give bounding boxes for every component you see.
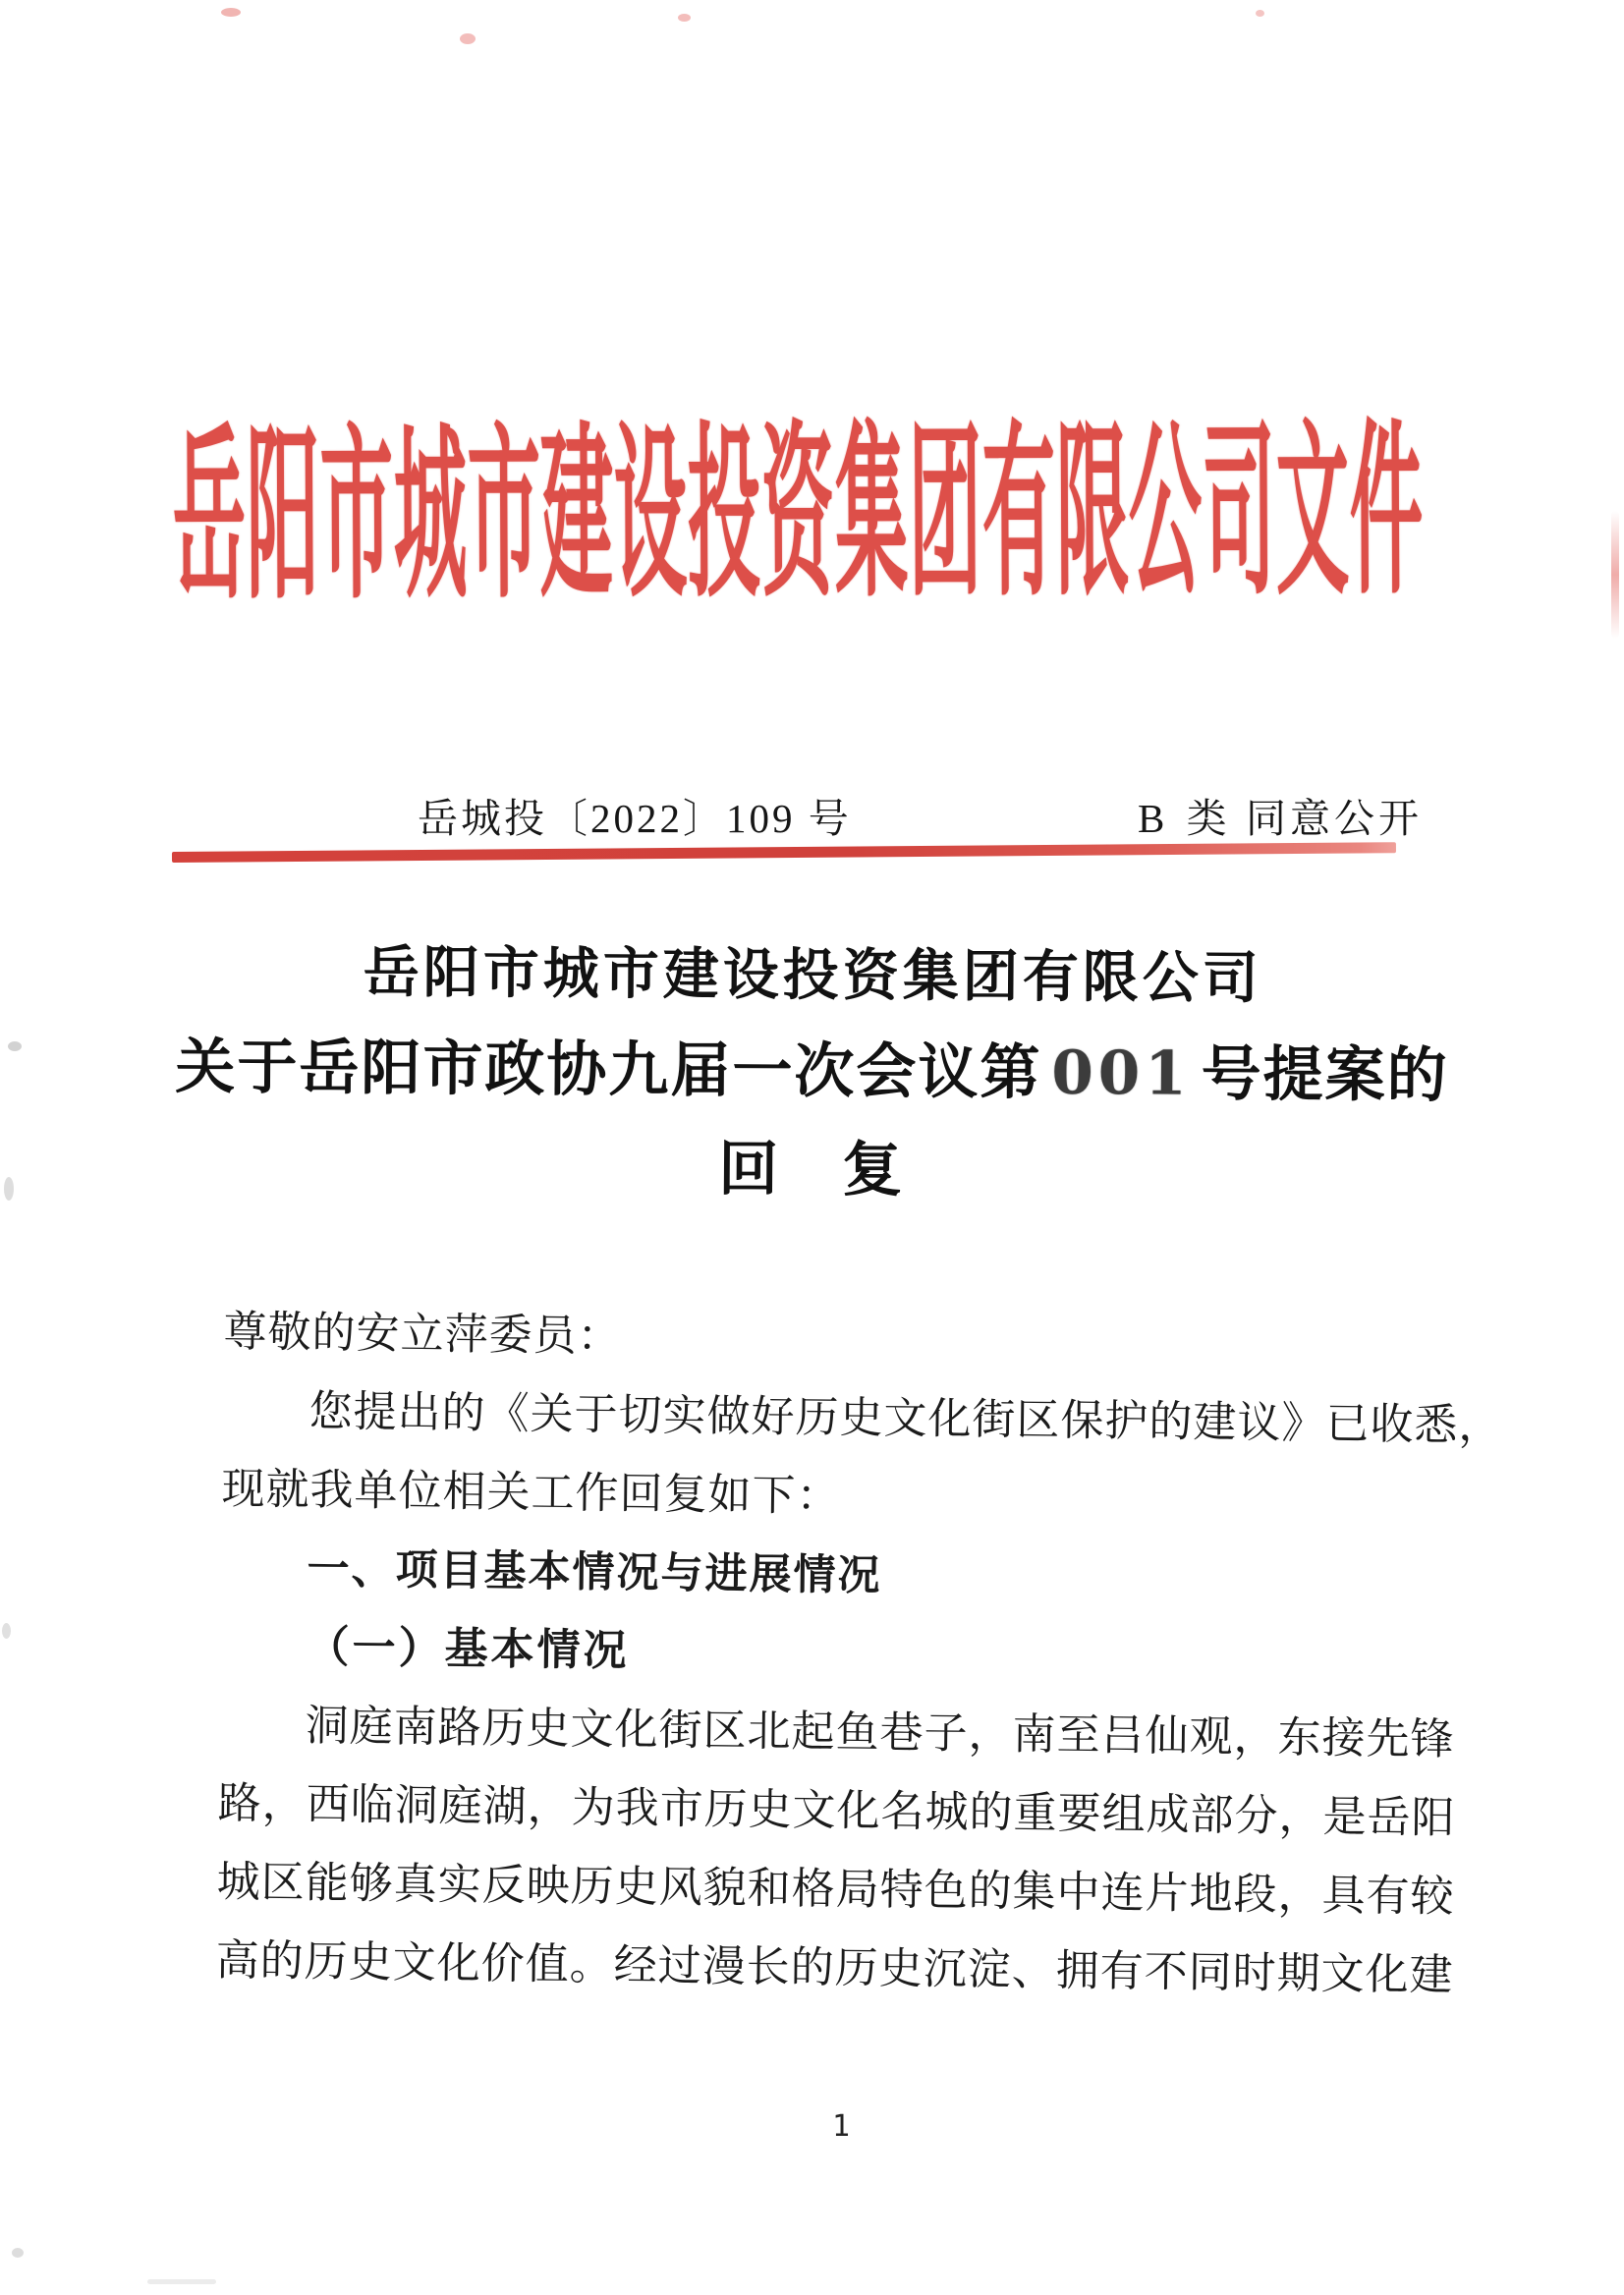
body-line: 洞庭南路历史文化街区北起鱼巷子，南至吕仙观，东接先锋 (305, 1702, 1455, 1764)
body-line: 高的历史文化价值。经过漫长的历史沉淀、拥有不同时期文化建 (215, 1935, 1454, 2000)
body-line: 路，西临洞庭湖，为我市历史文化名城的重要组成部分，是岳阳 (217, 1778, 1456, 1843)
red-separator-line (172, 842, 1396, 863)
proposal-number: 001 (1051, 1037, 1192, 1109)
body-line: 您提出的《关于切实做好历史文化街区保护的建议》已收悉， (308, 1387, 1503, 1450)
doc-meta-row (0, 792, 1624, 845)
letterhead-char: 资 (760, 415, 835, 622)
section-heading-1: 一、项目基本情况与进展情况 (307, 1545, 882, 1600)
letterhead-char: 司 (1202, 413, 1276, 620)
letterhead-char: 文 (1275, 413, 1350, 619)
title-line-1: 岳阳市城市建设投资集团有限公司 (363, 941, 1262, 1011)
scan-speck (2, 1623, 11, 1639)
letterhead-char: 件 (1349, 412, 1424, 619)
letterhead-char: 城 (393, 416, 468, 623)
scan-speck (1256, 10, 1264, 17)
doc-classification: B 类 (1138, 796, 1233, 841)
letterhead-char: 设 (613, 416, 688, 622)
scan-streak (147, 2279, 216, 2284)
body-line: 现就我单位相关工作回复如下： (221, 1464, 841, 1521)
body-line: 城区能够真实反映历史风貌和格局特色的集中连片地段，具有较 (216, 1857, 1455, 1922)
sub-heading-1: （一）基本情况 (306, 1623, 630, 1676)
title-line-2-suffix: 号提案的 (1201, 1041, 1449, 1110)
scan-speck (460, 33, 476, 44)
letterhead-char: 投 (687, 415, 761, 622)
scan-speck (678, 14, 691, 22)
doc-number: 岳城投〔2022〕109 号 (418, 796, 852, 841)
letterhead-char: 建 (539, 416, 614, 623)
letterhead-char: 市 (466, 416, 541, 623)
title-line-3: 回 复 (718, 1137, 905, 1204)
letterhead-char: 有 (981, 414, 1056, 621)
title-line-2 (0, 1018, 1624, 1127)
letterhead-char: 市 (319, 417, 394, 624)
scan-smudge (1611, 511, 1619, 639)
letterhead-char: 限 (1054, 414, 1130, 620)
letterhead-char: 集 (834, 415, 909, 621)
letterhead-char: 公 (1128, 413, 1203, 620)
doc-publicity-status: 同意公开 (1246, 796, 1423, 841)
scan-speck (12, 2248, 24, 2258)
letterhead-char: 团 (908, 414, 982, 621)
document-body (215, 1293, 1503, 2015)
letterhead-title (172, 412, 1424, 624)
page-number: 1 (831, 2109, 851, 2144)
document-title (0, 924, 1624, 1227)
scan-speck (221, 8, 241, 17)
salutation: 尊敬的安立萍委员： (223, 1307, 622, 1361)
letterhead-char: 阳 (246, 417, 320, 624)
title-line-2-prefix: 关于岳阳市政协九届一次会议第 (175, 1035, 1042, 1107)
letterhead-char: 岳 (172, 417, 247, 624)
